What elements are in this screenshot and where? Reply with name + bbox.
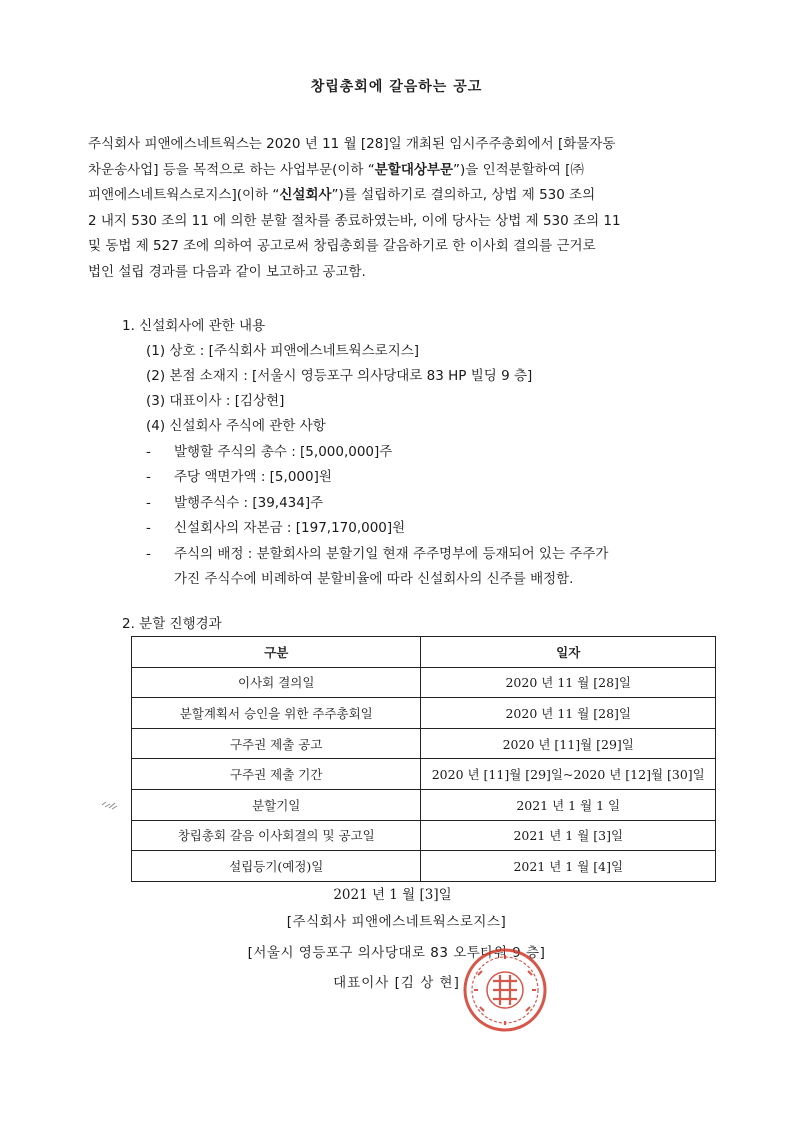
bullet-authorized-shares bbox=[146, 440, 392, 460]
bullet-dash: - bbox=[146, 495, 151, 511]
table-cell: 설립등기(예정)일 bbox=[132, 851, 421, 882]
bullet-text: 발행주식수 : [39,434]주 bbox=[174, 495, 324, 511]
page-title: 창립총회에 갈음하는 공고 bbox=[310, 79, 483, 95]
intro-line-1: 주식회사 피앤에스네트웍스는 2020 년 11 월 [28]일 개최된 임시주주총회에서 [화물자동 bbox=[88, 136, 616, 152]
intro-text: 피앤에스네트웍스로지스](이하 “ bbox=[88, 187, 280, 204]
table-row bbox=[132, 667, 716, 698]
split-target-term: 분할대상부문 bbox=[374, 161, 454, 178]
table-cell: 2021 년 1 월 [3]일 bbox=[421, 820, 716, 851]
table-cell: 2020 년 [11]월 [29]일~2020 년 [12]월 [30]일 bbox=[421, 759, 716, 790]
progress-table bbox=[131, 636, 716, 882]
footer-ceo: 대표이사 [김 상 현] bbox=[333, 975, 460, 991]
table-cell: 구주권 제출 기간 bbox=[132, 759, 421, 790]
stock-matters-item: (4) 신설회사 주식에 관한 사항 bbox=[146, 418, 326, 434]
head-office-item: (2) 본점 소재지 : [서울시 영등포구 의사당대로 83 HP 빌딩 9 층] bbox=[146, 368, 533, 384]
corporate-seal-icon bbox=[460, 945, 550, 1035]
bullet-text: 주식의 배정 : 분할회사의 분할기일 현재 주주명부에 등재되어 있는 주주가 bbox=[174, 546, 609, 562]
footer-date: 2021 년 1 월 [3]일 bbox=[333, 887, 452, 903]
table-row bbox=[132, 820, 716, 851]
bullet-capital bbox=[146, 516, 405, 536]
table-cell: 2021 년 1 월 [4]일 bbox=[421, 851, 716, 882]
bullet-allocation-continuation: 가진 주식수에 비례하여 분할비율에 따라 신설회사의 신주를 배정함. bbox=[174, 571, 574, 587]
column-header-date: 일자 bbox=[421, 637, 716, 668]
table-cell: 구주권 제출 공고 bbox=[132, 728, 421, 759]
bullet-text: 발행할 주식의 총수 : [5,000,000]주 bbox=[174, 444, 393, 460]
section1-heading: 1. 신설회사에 관한 내용 bbox=[122, 318, 266, 334]
footer-company: [주식회사 피앤에스네트웍스로지스] bbox=[286, 914, 507, 930]
column-header-category: 구분 bbox=[132, 637, 421, 668]
footer-address: [서울시 영등포구 의사당대로 83 오투타워 9 층] bbox=[247, 945, 546, 961]
ceo-item: (3) 대표이사 : [김상현] bbox=[146, 393, 285, 409]
intro-line-3 bbox=[88, 183, 702, 209]
table-cell: 창립총회 갈음 이사회결의 및 공고일 bbox=[132, 820, 421, 851]
section2-heading: 2. 분할 진행경과 bbox=[122, 616, 222, 632]
table-row bbox=[132, 759, 716, 790]
company-name-item: (1) 상호 : [주식회사 피앤에스네트웍스로지스] bbox=[146, 343, 420, 359]
table-cell: 이사회 결의일 bbox=[132, 667, 421, 698]
bullet-dash: - bbox=[146, 546, 151, 562]
scan-speck-mark bbox=[100, 798, 120, 812]
table-cell: 2020 년 [11]월 [29]일 bbox=[421, 728, 716, 759]
table-row bbox=[132, 728, 716, 759]
table-cell: 2020 년 11 월 [28]일 bbox=[421, 698, 716, 729]
new-company-term: 신설회사 bbox=[279, 187, 332, 204]
table-cell: 2021 년 1 월 1 일 bbox=[421, 789, 716, 820]
intro-line-6: 법인 설립 경과를 다음과 같이 보고하고 공고함. bbox=[88, 263, 366, 280]
table-header-row bbox=[132, 637, 716, 668]
intro-line-4: 2 내지 530 조의 11 에 의한 분할 절차를 종료하였는바, 이에 당사는 상법 제 530 조의 11 bbox=[88, 212, 621, 229]
bullet-dash: - bbox=[146, 520, 151, 536]
intro-line-5: 및 동법 제 527 조에 의하여 공고로써 창립총회를 갈음하기로 한 이사회 결의를 근거로 bbox=[88, 238, 596, 255]
bullet-text: 주당 액면가액 : [5,000]원 bbox=[174, 469, 332, 485]
bullet-dash: - bbox=[146, 469, 151, 485]
table-cell: 2020 년 11 월 [28]일 bbox=[421, 667, 716, 698]
bullet-dash: - bbox=[146, 444, 151, 460]
bullet-issued-shares bbox=[146, 491, 323, 511]
intro-paragraph bbox=[88, 132, 702, 286]
table-cell: 분할계획서 승인을 위한 주주총회일 bbox=[132, 698, 421, 729]
table-row bbox=[132, 698, 716, 729]
table-row bbox=[132, 789, 716, 820]
bullet-allocation bbox=[146, 542, 608, 562]
bullet-par-value bbox=[146, 465, 332, 485]
intro-line-2 bbox=[88, 158, 702, 184]
table-row bbox=[132, 851, 716, 882]
intro-text: ”)를 설립하기로 결의하고, 상법 제 530 조의 bbox=[331, 187, 596, 204]
intro-text: 차운송사업] 등을 목적으로 하는 사업부문(이하 “ bbox=[88, 161, 375, 178]
table-cell: 분할기일 bbox=[132, 789, 421, 820]
bullet-text: 신설회사의 자본금 : [197,170,000]원 bbox=[174, 520, 406, 536]
intro-text: ”)을 인적분할하여 [㈜ bbox=[453, 161, 584, 178]
